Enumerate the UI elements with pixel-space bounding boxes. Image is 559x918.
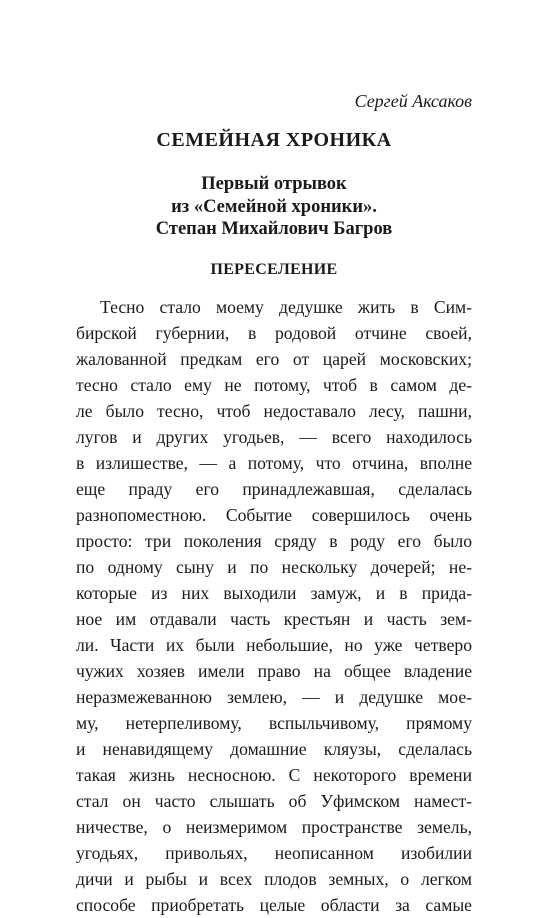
chapter-subtitle bbox=[76, 173, 472, 241]
text-line: разнопоместною. Событие совершилось очень bbox=[76, 505, 472, 525]
book-page bbox=[76, 0, 472, 915]
body-text bbox=[76, 294, 472, 918]
text-line: дичи и рыбы и всех плодов земных, о легком bbox=[76, 869, 472, 889]
text-line: и ненавидящему домашние кляузы, сделалась bbox=[76, 739, 472, 759]
text-line: жалованной предкам его от царей московских; bbox=[76, 349, 472, 369]
text-line: бирской губернии, в родовой отчине своей, bbox=[76, 323, 472, 343]
subtitle-line: Степан Михайлович Багров bbox=[155, 219, 393, 239]
text-line: ное им отдавали часть крестьян и часть зем- bbox=[76, 609, 472, 629]
text-line: еще праду его принадлежавшая, сделалась bbox=[76, 479, 472, 499]
text-line: в излишестве, — а потому, что отчина, вполне bbox=[76, 453, 472, 473]
text-line: тесно стало ему не потому, чтоб в самом де- bbox=[76, 375, 472, 395]
text-line: лугов и других угодьев, — всего находилось bbox=[76, 427, 472, 447]
text-line: му, нетерпеливому, вспыльчивому, прямому bbox=[76, 713, 472, 733]
section-title: ПЕРЕСЕЛЕНИЕ bbox=[210, 261, 338, 278]
text-line: по одному сыну и по нескольку дочерей; не- bbox=[76, 557, 472, 577]
text-line: ничестве, о неизмеримом пространстве земель, bbox=[76, 817, 472, 837]
text-line: ле было тесно, чтоб недоставало лесу, пашни, bbox=[76, 401, 472, 421]
text-line: просто: три поколения сряду в роду его было bbox=[76, 531, 472, 551]
author-name: Сергей Аксаков bbox=[354, 91, 472, 111]
text-line: угодьях, привольях, неописанном изобилии bbox=[76, 843, 472, 863]
text-line: неразмежеванною землею, — и дедушке мое- bbox=[76, 687, 472, 707]
text-line: которые из них выходили замуж, и в прида- bbox=[76, 583, 472, 603]
text-line: такая жизнь несносною. С некоторого времени bbox=[76, 765, 472, 785]
text-line: стал он часто слышать об Уфимском намест- bbox=[76, 791, 472, 811]
subtitle-line: из «Семейной хроники». bbox=[171, 196, 377, 217]
text-line: Тесно стало моему дедушке жить в Сим- bbox=[100, 297, 472, 317]
text-line: ли. Части их были небольшие, но уже четверо bbox=[76, 635, 472, 655]
book-title: СЕМЕЙНАЯ ХРОНИКА bbox=[156, 129, 392, 151]
subtitle-line: Первый отрывок bbox=[201, 174, 347, 194]
text-line: чужих хозяев имели право на общее владение bbox=[76, 661, 472, 681]
text-line: способе приобретать целые области за самые bbox=[76, 895, 472, 915]
